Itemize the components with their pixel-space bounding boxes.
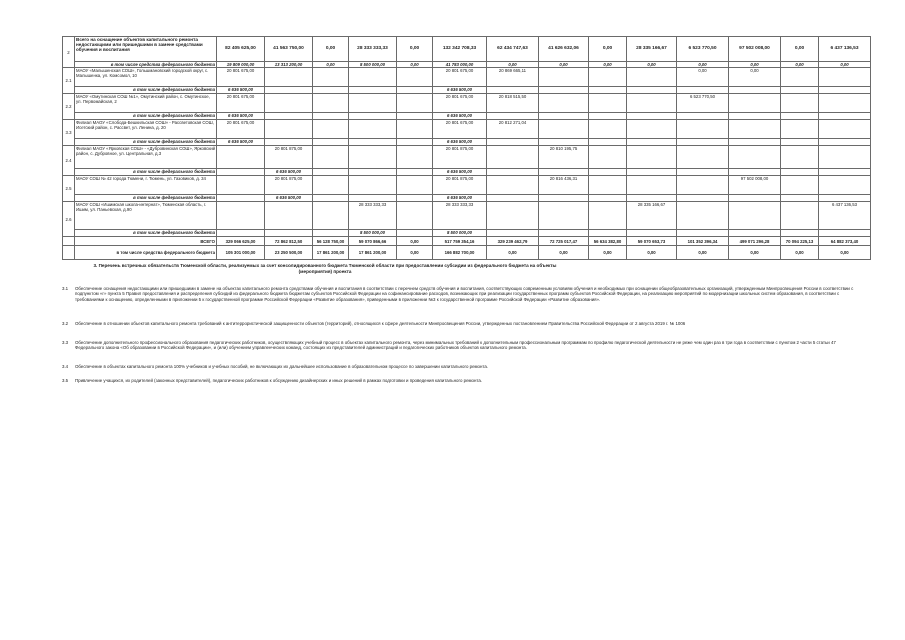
value-cell: 499 071 296,28 bbox=[729, 237, 781, 246]
value-cell: 0,00 bbox=[677, 246, 729, 260]
obligation-text: Обеспечение в объектах капитального ремонта 100% учебников и учебных пособий, не включающих их дальнейшее использование в образовательном процессе по завершении капитального ремонта. bbox=[75, 364, 489, 369]
row-number bbox=[63, 246, 75, 260]
row-label: в том числе федерального бюджета bbox=[75, 169, 217, 176]
value-cell bbox=[781, 176, 819, 195]
value-cell bbox=[487, 202, 539, 230]
value-cell bbox=[781, 169, 819, 176]
value-cell bbox=[397, 120, 433, 139]
table-row-school bbox=[63, 68, 871, 87]
value-cell bbox=[313, 146, 349, 169]
value-cell bbox=[313, 139, 349, 146]
value-cell bbox=[397, 230, 433, 237]
value-cell bbox=[677, 176, 729, 195]
value-cell: 0,00 bbox=[539, 62, 589, 68]
value-cell: 8 500 000,00 bbox=[349, 230, 397, 237]
value-cell bbox=[349, 113, 397, 120]
value-cell bbox=[539, 139, 589, 146]
value-cell: 20 801 675,00 bbox=[217, 68, 265, 87]
value-cell bbox=[313, 176, 349, 195]
value-cell: 28 333 333,33 bbox=[349, 37, 397, 62]
obligation-text: Обеспечение оснащения недостающими или пришедшими в замене на объектах капитального ремонта средствами обучения и воспитания в соответствии с перечнем средств обучения и воспитания, соответствующих современным условиям обучения и необходимых при оснащении общеобразовательных организаций, утвержденным Минпросвещения России в соответствии с подпунктом «г» пункта 5 Правил предоставления и распределения субсидий из федерального бюджета бюджетам субъектов Российской Федерации на софинансирование расходов, возникающих при реализации государственных программ субъектов Российской Федерации, на реализацию мероприятий по модернизации школьных систем образования, в соответствии с требованиями к оснащению, определенными в приложении 5 к государственной программе Российской Федерации «Развитие образования», приведенными в приложении №3 к государственной программе Российской Федерации «Развитие образования». bbox=[75, 286, 854, 302]
school-name: МАОУ «Омутинская СОШ №1», Омутинский район, с. Омутинское, ул. Первомайская, 2 bbox=[75, 94, 217, 113]
value-cell: 0,00 bbox=[729, 68, 781, 87]
value-cell: 20 818 515,50 bbox=[487, 94, 539, 113]
obligation-number: 3.5 bbox=[62, 378, 69, 383]
value-cell bbox=[627, 68, 677, 87]
value-cell bbox=[349, 176, 397, 195]
value-cell bbox=[781, 202, 819, 230]
value-cell bbox=[627, 113, 677, 120]
table-row-school-federal bbox=[63, 113, 871, 120]
budget-table-body bbox=[63, 37, 871, 260]
value-cell: 329 239 462,79 bbox=[487, 237, 539, 246]
table-row-school bbox=[63, 94, 871, 113]
value-cell: 41 626 632,06 bbox=[539, 37, 589, 62]
value-cell bbox=[729, 87, 781, 94]
row-number: 2.4 bbox=[63, 146, 75, 176]
value-cell bbox=[781, 87, 819, 94]
value-cell: 6 437 136,53 bbox=[819, 37, 871, 62]
row-number: 2.2 bbox=[63, 94, 75, 120]
value-cell bbox=[397, 68, 433, 87]
value-cell bbox=[349, 68, 397, 87]
value-cell bbox=[677, 169, 729, 176]
value-cell: 6 636 500,00 bbox=[265, 169, 313, 176]
value-cell bbox=[589, 146, 627, 169]
value-cell: 6 636 500,00 bbox=[265, 195, 313, 202]
value-cell bbox=[627, 120, 677, 139]
value-cell bbox=[487, 113, 539, 120]
school-name: МАОУ «Малышенская СОШ», Гольшмановский городской округ, с. Малышенка, ул. Комсомол, 10 bbox=[75, 68, 217, 87]
value-cell: 17 861 200,00 bbox=[349, 246, 397, 260]
value-cell bbox=[729, 169, 781, 176]
value-cell bbox=[487, 87, 539, 94]
value-cell: 20 869 665,11 bbox=[487, 68, 539, 87]
value-cell: 517 759 354,16 bbox=[433, 237, 487, 246]
value-cell: 0,00 bbox=[397, 62, 433, 68]
value-cell: 59 070 653,73 bbox=[627, 237, 677, 246]
value-cell bbox=[589, 169, 627, 176]
table-row-school bbox=[63, 176, 871, 195]
value-cell bbox=[539, 169, 589, 176]
value-cell bbox=[487, 146, 539, 169]
value-cell bbox=[349, 94, 397, 113]
value-cell: 23 250 500,00 bbox=[265, 246, 313, 260]
value-cell bbox=[313, 169, 349, 176]
table-row-federal-total bbox=[63, 246, 871, 260]
value-cell bbox=[397, 87, 433, 94]
value-cell: 105 301 000,00 bbox=[217, 246, 265, 260]
value-cell: 41 783 000,00 bbox=[433, 62, 487, 68]
obligation-number: 3.3 bbox=[62, 340, 69, 345]
value-cell bbox=[265, 230, 313, 237]
value-cell bbox=[397, 146, 433, 169]
value-cell: 0,00 bbox=[589, 246, 627, 260]
value-cell bbox=[627, 169, 677, 176]
value-cell bbox=[589, 68, 627, 87]
obligation-text: Привлечение учащихся, их родителей (законных представителей), педагогических работников к обсуждению дизайнерских и иных решений в рамках подготовки и проведения капитального ремонта. bbox=[75, 378, 483, 383]
value-cell: 0,00 bbox=[627, 62, 677, 68]
value-cell bbox=[349, 87, 397, 94]
value-cell bbox=[627, 195, 677, 202]
table-row-total-header bbox=[63, 37, 871, 62]
value-cell: 0,00 bbox=[781, 246, 819, 260]
value-cell bbox=[589, 202, 627, 230]
row-number: 2 bbox=[63, 37, 75, 68]
value-cell bbox=[349, 195, 397, 202]
value-cell bbox=[819, 230, 871, 237]
value-cell bbox=[349, 120, 397, 139]
value-cell bbox=[539, 87, 589, 94]
value-cell bbox=[217, 195, 265, 202]
value-cell bbox=[781, 113, 819, 120]
value-cell bbox=[781, 230, 819, 237]
value-cell bbox=[729, 202, 781, 230]
school-name: Филиал МАОУ «Слобода-Бешкильская СОШ» - Рассветовская СОШ, Исетский район, с. Рассвет, ул. Ленина, д. 20 bbox=[75, 120, 217, 139]
value-cell bbox=[397, 94, 433, 113]
row-label: в том числе федерального бюджета bbox=[75, 113, 217, 120]
row-label: в том числе средства федерального бюджета bbox=[75, 62, 217, 68]
value-cell bbox=[487, 139, 539, 146]
value-cell bbox=[589, 139, 627, 146]
value-cell bbox=[589, 87, 627, 94]
value-cell bbox=[677, 195, 729, 202]
value-cell bbox=[677, 113, 729, 120]
value-cell: 20 810 195,75 bbox=[539, 146, 589, 169]
value-cell: 28 335 166,67 bbox=[627, 37, 677, 62]
value-cell bbox=[313, 120, 349, 139]
value-cell bbox=[819, 139, 871, 146]
value-cell: 0,00 bbox=[781, 37, 819, 62]
value-cell: 28 335 166,67 bbox=[627, 202, 677, 230]
value-cell: 20 801 875,00 bbox=[433, 176, 487, 195]
value-cell bbox=[781, 120, 819, 139]
value-cell bbox=[627, 176, 677, 195]
value-cell: 6 636 500,00 bbox=[433, 169, 487, 176]
value-cell: 6 636 500,00 bbox=[217, 139, 265, 146]
value-cell: 0,00 bbox=[313, 37, 349, 62]
value-cell: 329 066 625,00 bbox=[217, 237, 265, 246]
value-cell: 6 636 500,00 bbox=[217, 87, 265, 94]
value-cell: 97 502 008,00 bbox=[729, 37, 781, 62]
value-cell bbox=[781, 146, 819, 169]
value-cell bbox=[819, 146, 871, 169]
value-cell: 20 801 875,00 bbox=[265, 146, 313, 169]
value-cell bbox=[349, 139, 397, 146]
value-cell: 28 333 333,33 bbox=[433, 202, 487, 230]
value-cell: 6 636 500,00 bbox=[433, 113, 487, 120]
value-cell bbox=[217, 202, 265, 230]
grand-total-label: ВСЕГО bbox=[75, 237, 217, 246]
value-cell bbox=[539, 94, 589, 113]
value-cell: 6 636 500,00 bbox=[433, 195, 487, 202]
value-cell bbox=[313, 230, 349, 237]
value-cell bbox=[819, 120, 871, 139]
value-cell: 0,00 bbox=[819, 246, 871, 260]
obligation-number: 3.4 bbox=[62, 364, 69, 369]
value-cell bbox=[265, 139, 313, 146]
value-cell bbox=[677, 146, 729, 169]
value-cell bbox=[313, 202, 349, 230]
value-cell bbox=[819, 113, 871, 120]
value-cell bbox=[677, 87, 729, 94]
value-cell: 6 523 770,50 bbox=[677, 94, 729, 113]
value-cell: 8 500 000,00 bbox=[433, 230, 487, 237]
value-cell: 101 352 396,34 bbox=[677, 237, 729, 246]
value-cell: 72 725 017,47 bbox=[539, 237, 589, 246]
value-cell bbox=[265, 87, 313, 94]
table-row-school bbox=[63, 146, 871, 169]
value-cell bbox=[819, 94, 871, 113]
value-cell: 132 342 708,33 bbox=[433, 37, 487, 62]
row-label: в том числе федерального бюджета bbox=[75, 230, 217, 237]
value-cell bbox=[539, 120, 589, 139]
row-number: 3.3 bbox=[63, 120, 75, 146]
value-cell bbox=[265, 94, 313, 113]
obligation-number: 3.2 bbox=[62, 321, 69, 326]
value-cell: 0,00 bbox=[487, 62, 539, 68]
value-cell bbox=[349, 169, 397, 176]
value-cell bbox=[627, 94, 677, 113]
value-cell bbox=[781, 68, 819, 87]
table-row-school-federal bbox=[63, 87, 871, 94]
value-cell bbox=[677, 230, 729, 237]
value-cell: 59 070 866,66 bbox=[349, 237, 397, 246]
value-cell bbox=[265, 202, 313, 230]
obligation-text: Обеспечение в отношении объектов капитального ремонта требований к антитеррористической защищенности объектов (территорий), относящихся к сфере деятельности Минпросвещения России, утвержденных постановлением Правительства Российской Федерации от 2 августа 2019 г. № 1006 bbox=[75, 321, 686, 326]
value-cell bbox=[487, 176, 539, 195]
value-cell: 20 801 675,00 bbox=[217, 94, 265, 113]
value-cell: 20 801 875,00 bbox=[433, 146, 487, 169]
value-cell bbox=[627, 87, 677, 94]
value-cell: 0,00 bbox=[397, 246, 433, 260]
table-row-school-federal bbox=[63, 139, 871, 146]
value-cell bbox=[217, 146, 265, 169]
value-cell: 20 801 675,00 bbox=[433, 68, 487, 87]
value-cell: 97 502 008,00 bbox=[729, 176, 781, 195]
value-cell bbox=[729, 113, 781, 120]
value-cell bbox=[729, 146, 781, 169]
value-cell: 20 801 675,00 bbox=[433, 94, 487, 113]
value-cell: 6 437 136,53 bbox=[819, 202, 871, 230]
value-cell bbox=[397, 176, 433, 195]
value-cell bbox=[819, 195, 871, 202]
value-cell bbox=[487, 195, 539, 202]
value-cell bbox=[819, 169, 871, 176]
row-title: Всего на оснащение объектов капитального ремонта недостающими или пришедшими в замене средствами обучения и воспитания bbox=[75, 37, 217, 62]
value-cell bbox=[589, 120, 627, 139]
row-number bbox=[63, 237, 75, 246]
value-cell: 0,00 bbox=[589, 37, 627, 62]
value-cell: 0,00 bbox=[729, 246, 781, 260]
value-cell bbox=[265, 113, 313, 120]
value-cell: 20 801 875,00 bbox=[265, 176, 313, 195]
row-number: 2.6 bbox=[63, 202, 75, 237]
row-number: 2.5 bbox=[63, 176, 75, 202]
value-cell: 13 313 200,00 bbox=[265, 62, 313, 68]
value-cell bbox=[781, 94, 819, 113]
value-cell bbox=[265, 68, 313, 87]
value-cell: 56 634 382,80 bbox=[589, 237, 627, 246]
value-cell bbox=[217, 176, 265, 195]
value-cell bbox=[781, 139, 819, 146]
value-cell: 166 882 700,00 bbox=[433, 246, 487, 260]
value-cell bbox=[589, 176, 627, 195]
value-cell: 82 405 625,00 bbox=[217, 37, 265, 62]
budget-table bbox=[62, 36, 871, 260]
value-cell bbox=[397, 113, 433, 120]
value-cell: 0,00 bbox=[313, 62, 349, 68]
value-cell: 6 523 770,50 bbox=[677, 37, 729, 62]
value-cell bbox=[729, 139, 781, 146]
value-cell: 0,00 bbox=[487, 246, 539, 260]
value-cell: 0,00 bbox=[729, 62, 781, 68]
obligation-text: Обеспечение дополнительного профессионального образования педагогических работников, осуществляющих учебный процесс в объектах капитального ремонта, через минимальных требований к дополнительным профессиональным программам по профилю педагогической деятельности не реже чем один раз в три года в соответствии с пунктом 2 части 5 статьи 47 Федерального закона «Об образовании в Российской Федерации», и (или) обучением управленческих команд, состоящих из представителей администраций и педагогических работников объектов капитального ремонта. bbox=[75, 340, 836, 351]
school-name: Филиал МАОУ «Ярковская СОШ» - «Дубровинская СОШ», Ярковский район, с. Дубровное, ул. Центральная, д.3 bbox=[75, 146, 217, 169]
value-cell: 28 333 333,33 bbox=[349, 202, 397, 230]
value-cell: 41 563 750,00 bbox=[265, 37, 313, 62]
value-cell: 0,00 bbox=[397, 237, 433, 246]
table-row-school bbox=[63, 120, 871, 139]
value-cell: 20 801 675,00 bbox=[433, 120, 487, 139]
value-cell bbox=[265, 120, 313, 139]
value-cell bbox=[729, 94, 781, 113]
value-cell: 19 809 000,00 bbox=[217, 62, 265, 68]
value-cell: 6 636 500,00 bbox=[217, 113, 265, 120]
value-cell bbox=[313, 87, 349, 94]
value-cell bbox=[781, 195, 819, 202]
row-number: 2.1 bbox=[63, 68, 75, 94]
value-cell bbox=[313, 94, 349, 113]
value-cell: 0,00 bbox=[819, 62, 871, 68]
value-cell bbox=[539, 202, 589, 230]
value-cell bbox=[313, 195, 349, 202]
value-cell bbox=[539, 68, 589, 87]
value-cell: 20 801 675,00 bbox=[217, 120, 265, 139]
table-row-grand-total bbox=[63, 237, 871, 246]
value-cell bbox=[217, 169, 265, 176]
value-cell: 6 636 500,00 bbox=[433, 87, 487, 94]
school-name: МАОУ СОШ № 42 города Тюмени, г. Тюмень, ул. Газовиков, д. 34 bbox=[75, 176, 217, 195]
value-cell bbox=[729, 120, 781, 139]
value-cell bbox=[819, 68, 871, 87]
value-cell: 8 500 000,00 bbox=[349, 62, 397, 68]
value-cell bbox=[397, 202, 433, 230]
value-cell: 17 861 200,00 bbox=[313, 246, 349, 260]
value-cell: 0,00 bbox=[397, 37, 433, 62]
federal-total-label: в том числе средства федерального бюджета bbox=[75, 246, 217, 260]
row-label: в том числе федерального бюджета bbox=[75, 87, 217, 94]
value-cell: 64 882 373,40 bbox=[819, 237, 871, 246]
value-cell: 72 862 812,50 bbox=[265, 237, 313, 246]
value-cell bbox=[627, 146, 677, 169]
value-cell bbox=[627, 139, 677, 146]
value-cell bbox=[729, 230, 781, 237]
table-row-school-federal bbox=[63, 169, 871, 176]
value-cell bbox=[349, 146, 397, 169]
row-label: в том числе федерального бюджета bbox=[75, 139, 217, 146]
value-cell bbox=[589, 113, 627, 120]
value-cell bbox=[677, 139, 729, 146]
value-cell bbox=[729, 195, 781, 202]
school-name: МАОУ СОШ «Ишимская школа-интернат», Тюменская область, г. Ишим, ул. Паньевская, д.90 bbox=[75, 202, 217, 230]
value-cell bbox=[539, 113, 589, 120]
value-cell: 0,00 bbox=[539, 246, 589, 260]
value-cell bbox=[313, 68, 349, 87]
obligation-number: 3.1 bbox=[62, 286, 69, 291]
value-cell: 62 434 747,63 bbox=[487, 37, 539, 62]
value-cell bbox=[819, 176, 871, 195]
value-cell: 0,00 bbox=[589, 62, 627, 68]
value-cell bbox=[589, 94, 627, 113]
value-cell: 0,00 bbox=[677, 68, 729, 87]
table-row-school-federal bbox=[63, 195, 871, 202]
row-label: в том числе федерального бюджета bbox=[75, 195, 217, 202]
value-cell bbox=[487, 230, 539, 237]
value-cell bbox=[539, 230, 589, 237]
table-row-school bbox=[63, 202, 871, 230]
value-cell bbox=[397, 169, 433, 176]
value-cell bbox=[313, 113, 349, 120]
value-cell: 70 094 225,13 bbox=[781, 237, 819, 246]
value-cell: 20 812 271,04 bbox=[487, 120, 539, 139]
value-cell: 0,00 bbox=[677, 62, 729, 68]
value-cell bbox=[397, 195, 433, 202]
value-cell bbox=[819, 87, 871, 94]
value-cell: 0,00 bbox=[627, 246, 677, 260]
section-3-title: 3. Перечень встречных обязательств Тюменской области, реализуемых за счет консолидированного бюджета Тюменской области при предоставлении субсидии из федерального бюджета на объекты (мероприятия) проекта bbox=[93, 263, 557, 274]
value-cell: 20 816 436,31 bbox=[539, 176, 589, 195]
value-cell bbox=[217, 230, 265, 237]
value-cell bbox=[539, 195, 589, 202]
value-cell bbox=[627, 230, 677, 237]
value-cell bbox=[589, 230, 627, 237]
value-cell bbox=[677, 202, 729, 230]
value-cell bbox=[397, 139, 433, 146]
value-cell bbox=[589, 195, 627, 202]
value-cell: 0,00 bbox=[781, 62, 819, 68]
value-cell: 56 128 750,00 bbox=[313, 237, 349, 246]
table-row-school-federal bbox=[63, 230, 871, 237]
value-cell bbox=[677, 120, 729, 139]
value-cell bbox=[487, 169, 539, 176]
value-cell: 6 636 500,00 bbox=[433, 139, 487, 146]
